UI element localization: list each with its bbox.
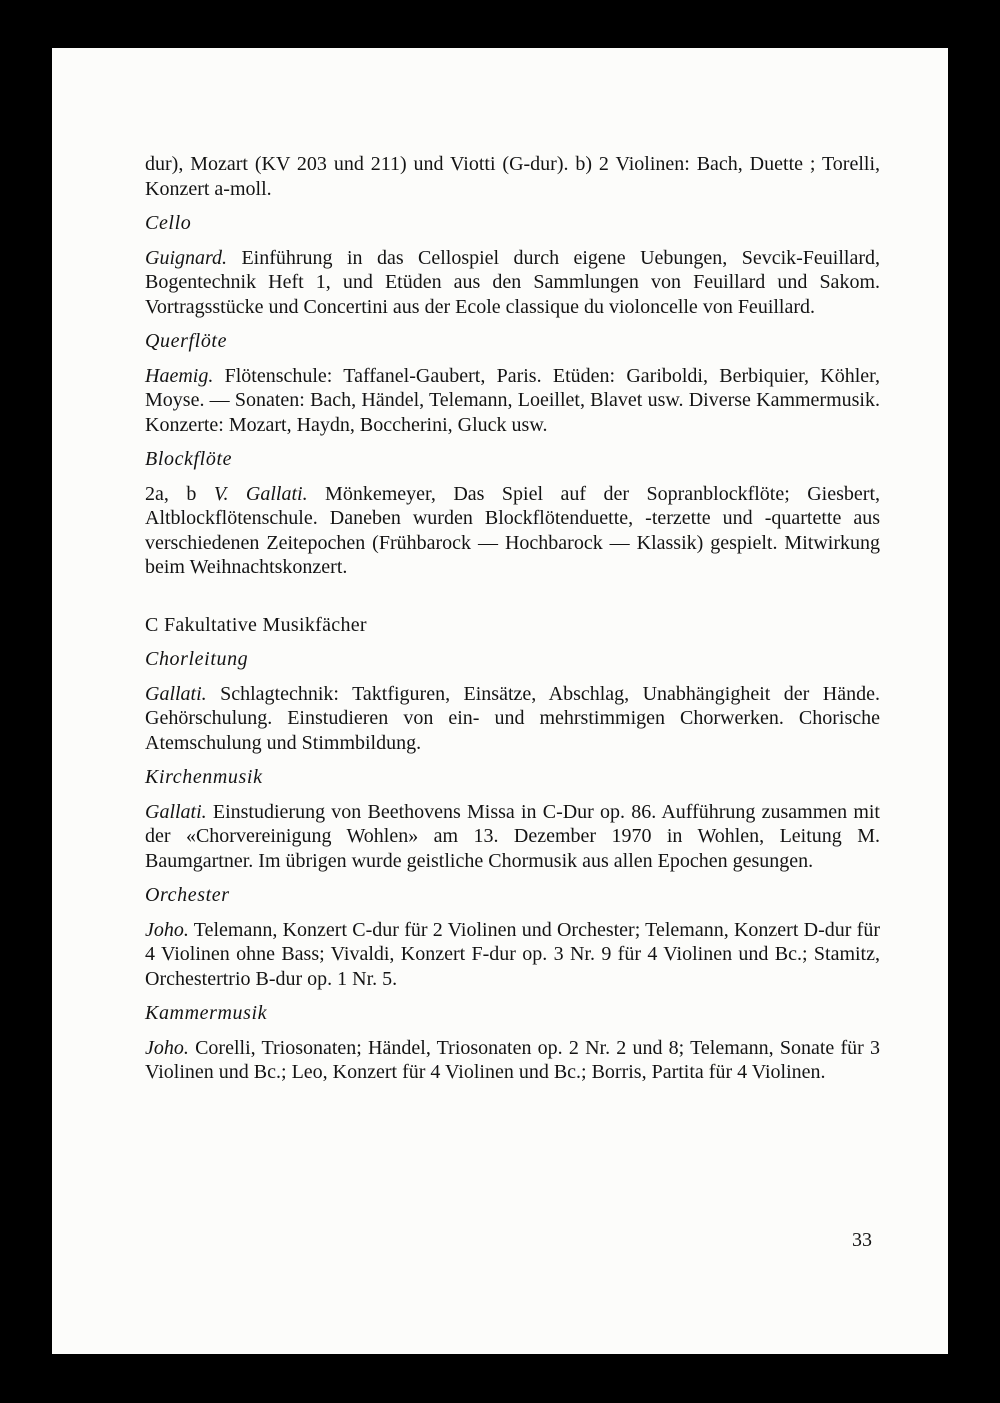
document-page — [52, 48, 948, 1354]
heading-blockfloete: Blockflöte — [145, 448, 233, 470]
page-content — [145, 152, 880, 1095]
heading-querfloete: Querflöte — [145, 330, 228, 352]
paragraph-violin-continued — [145, 152, 880, 201]
teacher-name: Haemig. — [145, 364, 214, 387]
paragraph-kirchenmusik — [145, 800, 880, 874]
teacher-name: Gallati. — [145, 800, 207, 823]
paragraph-kammermusik — [145, 1036, 880, 1085]
page-number: 33 — [852, 1229, 872, 1251]
heading-orchester: Orchester — [145, 884, 230, 906]
paragraph-text: Mönkemeyer, Das Spiel auf der Sopranblockflöte; Giesbert, Altblockflötenschule. Daneben wurden Blockflötenduette, -terzette und -quartette aus verschiedenen Zeitepochen (Frühbarock — Hochbarock — Klassik) gespielt. Mitwirkung beim Weihnachtskonzert. — [145, 482, 880, 578]
paragraph-text: Schlagtechnik: Taktfiguren, Einsätze, Abschlag, Unabhängigheit der Hände. Gehörschulung. Einstudieren von ein- und mehrstimmigen Chorwerken. Chorische Atemschulung und Stimmbildung. — [145, 682, 880, 754]
paragraph-blockfloete — [145, 482, 880, 580]
paragraph-querfloete — [145, 364, 880, 438]
paragraph-cello — [145, 246, 880, 320]
teacher-name: V. Gallati. — [213, 482, 308, 505]
paragraph-text: dur), Mozart (KV 203 und 211) und Viotti (G-dur). b) 2 Violinen: Bach, Duette ; Torelli, Konzert a-moll. — [145, 153, 880, 200]
paragraph-text: Einstudierung von Beethovens Missa in C-Dur op. 86. Aufführung zusammen mit der «Chorvereinigung Wohlen» am 13. Dezember 1970 in Wohlen, Leitung M. Baumgartner. Im übrigen wurde geistliche Chormusik aus allen Epochen gesungen. — [145, 800, 880, 872]
paragraph-text: Flötenschule: Taffanel-Gaubert, Paris. Etüden: Gariboldi, Berbiquier, Köhler, Moyse. — Sonaten: Bach, Händel, Telemann, Loeillet, Blavet usw. Diverse Kammermusik. Konzerte: Mozart, Haydn, Boccherini, Gluck usw. — [145, 364, 880, 436]
heading-cello: Cello — [145, 212, 192, 234]
heading-kammermusik: Kammermusik — [145, 1002, 268, 1024]
section-title-fakultative: C Fakultative Musikfächer — [145, 613, 367, 636]
class-label: 2a, b — [145, 482, 214, 505]
teacher-name: Gallati. — [145, 682, 207, 705]
teacher-name: Joho. — [145, 918, 189, 941]
paragraph-text: Corelli, Triosonaten; Händel, Triosonaten op. 2 Nr. 2 und 8; Telemann, Sonate für 3 Violinen und Bc.; Leo, Konzert für 4 Violinen und Bc.; Borris, Partita für 4 Violinen. — [145, 1036, 880, 1083]
paragraph-text: Einführung in das Cellospiel durch eigene Uebungen, Sevcik-Feuillard, Bogentechnik Heft 1, und Etüden aus den Sammlungen von Feuillard und Sakom. Vortragsstücke und Concertini aus der Ecole classique du violoncelle von Feuillard. — [145, 246, 880, 318]
teacher-name: Guignard. — [145, 246, 228, 269]
paragraph-orchester — [145, 918, 880, 992]
heading-kirchenmusik: Kirchenmusik — [145, 766, 263, 788]
paragraph-chorleitung — [145, 682, 880, 756]
teacher-name: Joho. — [145, 1036, 189, 1059]
paragraph-text: Telemann, Konzert C-dur für 2 Violinen und Orchester; Telemann, Konzert D-dur für 4 Violinen ohne Bass; Vivaldi, Konzert F-dur op. 3 Nr. 9 für 4 Violinen und Bc.; Stamitz, Orchestertrio B-dur op. 1 Nr. 5. — [145, 918, 880, 990]
heading-chorleitung: Chorleitung — [145, 648, 249, 670]
